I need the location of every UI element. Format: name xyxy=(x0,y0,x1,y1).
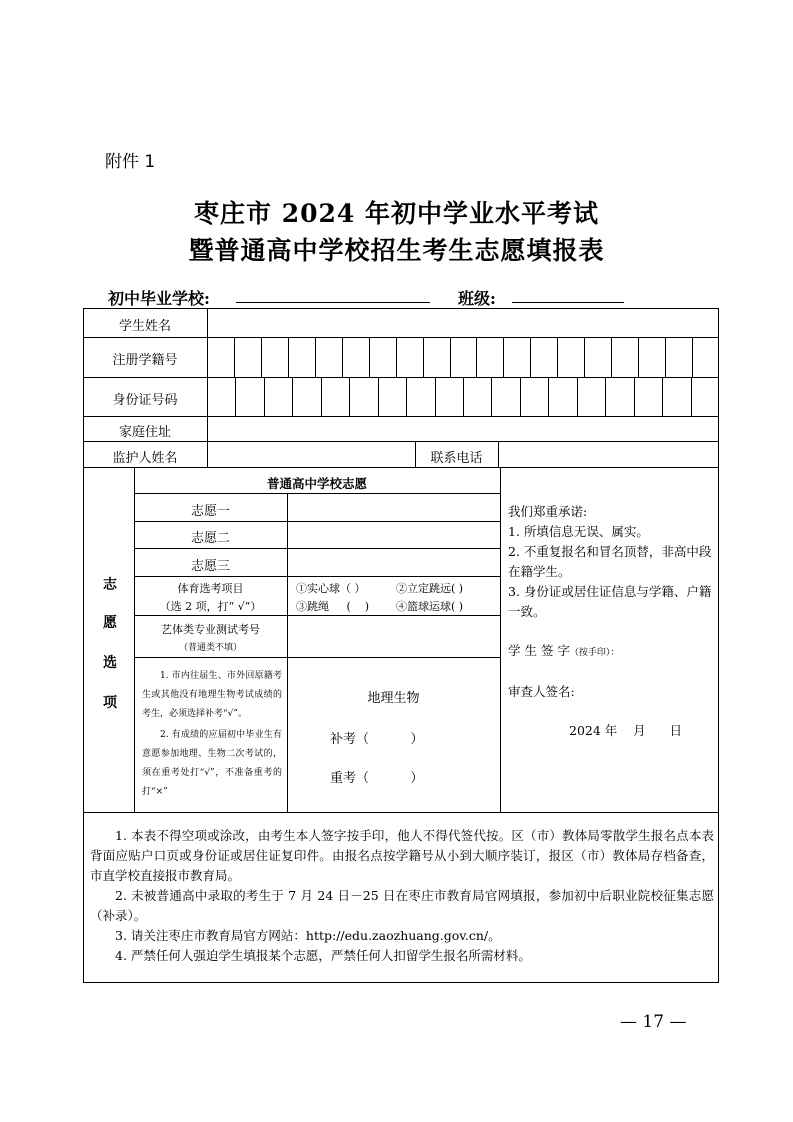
id-number-cell[interactable] xyxy=(548,377,576,416)
geo-bio-title: 地理生物 xyxy=(367,691,420,706)
reg-number-cell[interactable] xyxy=(423,337,450,377)
page-title-line2: 暨普通高中学校招生考生志愿填报表 xyxy=(188,236,605,265)
reg-number-cell[interactable] xyxy=(342,337,369,377)
pe-option-4[interactable]: ④篮球运球( ) xyxy=(396,600,464,613)
id-number-cell[interactable] xyxy=(292,377,320,416)
page-title-line1: 枣庄市 2024 年初中学业水平考试 xyxy=(194,199,599,228)
sign-date: 2024 年 月 日 xyxy=(569,723,683,738)
id-number-cell[interactable] xyxy=(349,377,377,416)
geo-note-1: 1. 市内往届生、市外回原籍考生或其他没有地理生物考试成绩的考生，必须选择补考“√”。 xyxy=(142,671,282,719)
reg-number-cell[interactable] xyxy=(261,337,288,377)
phone-label: 联系电话 xyxy=(430,451,483,466)
reg-number-label: 注册学籍号 xyxy=(112,353,178,368)
geo-retake-option[interactable]: 重考（ ） xyxy=(330,771,424,786)
id-number-cell[interactable] xyxy=(691,377,719,416)
reg-number-cell[interactable] xyxy=(369,337,396,377)
pe-sublabel: （选 2 项，打“ √”） xyxy=(159,600,262,613)
pe-option-2[interactable]: ②立定跳远( ) xyxy=(396,582,464,595)
geo-note-2: 2. 有成绩的应届初中毕业生有意愿参加地理、生物二次考试的，须在重考处打“√”，不准备重考的打“×” xyxy=(142,730,282,797)
id-number-cell[interactable] xyxy=(520,377,548,416)
class-label: 班级: xyxy=(458,289,496,308)
pe-label: 体育选考项目 xyxy=(177,582,244,595)
choice-vertical-2: 愿 xyxy=(103,615,117,631)
pledge-item-1: 1. 所填信息无误、属实。 xyxy=(508,524,649,539)
pledge-item-2: 2. 不重复报名和冒名顶替，非高中段在籍学生。 xyxy=(508,544,712,579)
reg-number-cell[interactable] xyxy=(503,337,530,377)
attachment-label: 附件 1 xyxy=(105,152,156,172)
school-field[interactable] xyxy=(236,302,430,303)
art-test-label: 艺体类专业测试考号 xyxy=(161,623,260,636)
id-number-cell[interactable] xyxy=(634,377,662,416)
note-2: 2. 未被普通高中录取的考生于 7 月 24 日－25 日在枣庄市教育局官网填报，参加初中后职业院校征集志愿（补录）。 xyxy=(90,888,714,923)
class-field[interactable] xyxy=(512,302,624,303)
id-number-label: 身份证号码 xyxy=(112,393,178,408)
note-4: 4. 严禁任何人强迫学生填报某个志愿，严禁任何人扣留学生报名所需材料。 xyxy=(115,948,531,963)
pe-option-1[interactable]: ①实心球（ ） xyxy=(296,582,366,595)
pledge-item-3: 3. 身份证或居住证信息与学籍、户籍一致。 xyxy=(508,584,712,619)
note-1: 1. 本表不得空项或涂改，由考生本人签字按手印，他人不得代签代按。区（市）教体局零散学生报名点本表背面应贴户口页或身份证或居住证复印件。由报名点按学籍号从小到大顺序装订，报区（市）教体局存档备查，市直学校直接报市教育局。 xyxy=(90,828,714,883)
pe-option-3[interactable]: ③跳绳 ( ) xyxy=(296,600,370,613)
guardian-label: 监护人姓名 xyxy=(112,451,178,466)
pledge-heading: 我们郑重承诺: xyxy=(508,504,588,519)
school-label: 初中毕业学校: xyxy=(108,289,210,308)
reg-number-cell[interactable] xyxy=(450,337,477,377)
reg-number-cell[interactable] xyxy=(692,337,719,377)
id-number-cell[interactable] xyxy=(491,377,519,416)
choice-2-label: 志愿二 xyxy=(190,531,230,546)
id-number-cell[interactable] xyxy=(577,377,605,416)
reg-number-cell[interactable] xyxy=(396,337,423,377)
id-number-cell[interactable] xyxy=(662,377,690,416)
signature-note: （按手印）： xyxy=(569,648,620,658)
reg-number-cell[interactable] xyxy=(288,337,315,377)
id-number-cell[interactable] xyxy=(605,377,633,416)
page-number: — 17 — xyxy=(620,1012,687,1032)
note-3: 3. 请关注枣庄市教育局官方网站：http://edu.zaozhuang.gov.cn/。 xyxy=(115,928,501,943)
art-test-sublabel: （普通类不填） xyxy=(178,643,242,653)
id-number-cell[interactable] xyxy=(207,377,235,416)
choice-vertical-3: 选 xyxy=(103,655,117,671)
geo-makeup-option[interactable]: 补考（ ） xyxy=(330,732,424,747)
reviewer-signature-label[interactable]: 审查人签名: xyxy=(508,684,575,699)
reg-number-cell[interactable] xyxy=(611,337,638,377)
id-number-cell[interactable] xyxy=(378,377,406,416)
student-signature-label[interactable] xyxy=(508,641,718,663)
id-number-cell[interactable] xyxy=(264,377,292,416)
id-number-cell[interactable] xyxy=(321,377,349,416)
choice-vertical-4: 项 xyxy=(103,695,117,711)
reg-number-cell[interactable] xyxy=(557,337,584,377)
id-number-cell[interactable] xyxy=(463,377,491,416)
reg-number-cell[interactable] xyxy=(638,337,665,377)
reg-number-cell[interactable] xyxy=(234,337,261,377)
address-label: 家庭住址 xyxy=(118,425,171,440)
reg-number-cell[interactable] xyxy=(207,337,234,377)
reg-number-cell[interactable] xyxy=(584,337,611,377)
reg-number-cell[interactable] xyxy=(315,337,342,377)
choice-1-label: 志愿一 xyxy=(190,504,230,519)
choice-vertical-1: 志 xyxy=(103,577,117,593)
student-name-label: 学生姓名 xyxy=(118,319,171,334)
id-number-cell[interactable] xyxy=(235,377,263,416)
choice-3-label: 志愿三 xyxy=(190,559,230,574)
reg-number-cell[interactable] xyxy=(530,337,557,377)
hs-choice-header: 普通高中学校志愿 xyxy=(266,476,367,491)
reg-number-cell[interactable] xyxy=(476,337,503,377)
id-number-cell[interactable] xyxy=(406,377,434,416)
id-number-cell[interactable] xyxy=(435,377,463,416)
signature-text: 学 生 签 字 xyxy=(508,643,570,658)
reg-number-cell[interactable] xyxy=(665,337,692,377)
